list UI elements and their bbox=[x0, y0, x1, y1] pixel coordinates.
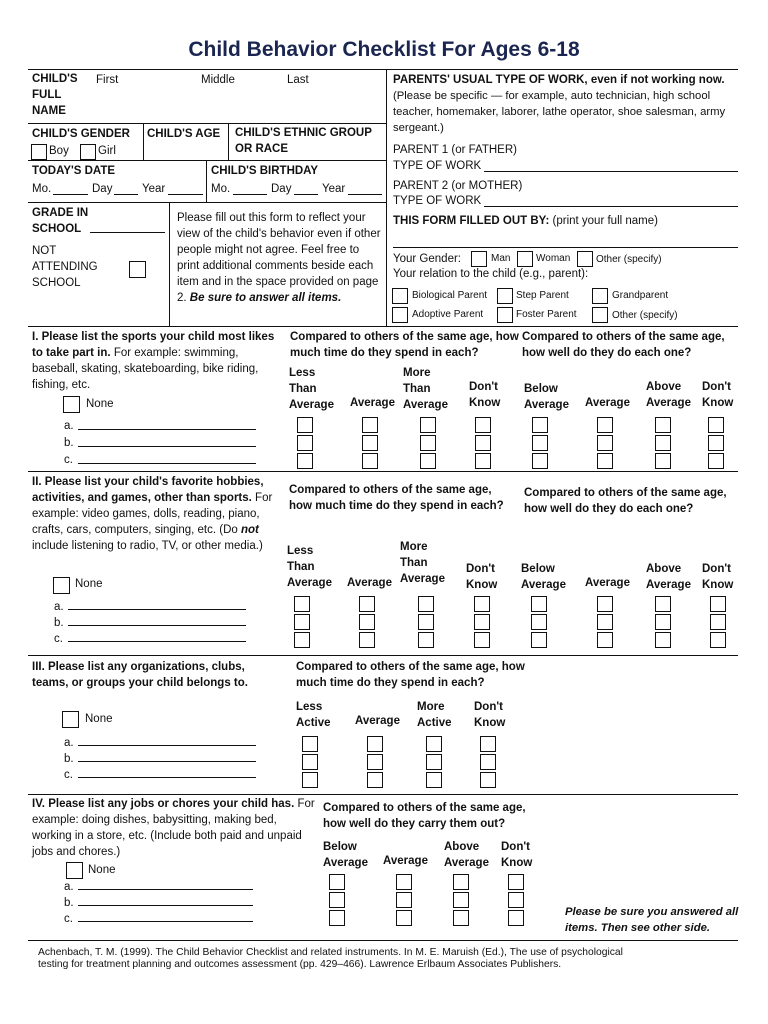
s4-none-label: None bbox=[88, 864, 116, 876]
s2-rating-r2-c8[interactable] bbox=[710, 614, 726, 630]
adoptive-parent-label: Adoptive Parent bbox=[412, 309, 484, 320]
step-parent-label: Step Parent bbox=[516, 290, 569, 301]
s4-rating-r2-c3[interactable] bbox=[453, 892, 469, 908]
gender-label: CHILD'S GENDER bbox=[32, 128, 130, 140]
s1-rating-r2-c2[interactable] bbox=[362, 435, 378, 451]
s2-rating-r3-c3[interactable] bbox=[418, 632, 434, 648]
today-day-label: Day bbox=[92, 183, 113, 195]
s1-col-dk2: Don't Know bbox=[702, 381, 734, 409]
s1-rating-r2-c6[interactable] bbox=[597, 435, 613, 451]
s3-rating-r2-c4[interactable] bbox=[480, 754, 496, 770]
s1-rating-r1-c6[interactable] bbox=[597, 417, 613, 433]
s2-rating-r1-c2[interactable] bbox=[359, 596, 375, 612]
today-date-label: TODAY'S DATE bbox=[32, 165, 116, 177]
middle-name-label: Middle bbox=[201, 74, 235, 86]
parent2-work-label: TYPE OF WORK bbox=[393, 195, 482, 207]
s2-rating-r3-c8[interactable] bbox=[710, 632, 726, 648]
s4-rating-r3-c1[interactable] bbox=[329, 910, 345, 926]
relation-label: Your relation to the child (e.g., parent): bbox=[393, 268, 589, 280]
s1-col-avg: Average bbox=[350, 397, 395, 409]
s1-rating-r1-c4[interactable] bbox=[475, 417, 491, 433]
today-year-label: Year bbox=[142, 183, 166, 195]
s2-rating-r2-c6[interactable] bbox=[597, 614, 613, 630]
grade-label-1: GRADE IN bbox=[32, 207, 89, 219]
s4-rating-r1-c1[interactable] bbox=[329, 874, 345, 890]
s2-col-above: Above Average bbox=[646, 563, 691, 591]
parent1-work-label: TYPE OF WORK bbox=[393, 160, 482, 172]
s3-col-less: Less Active bbox=[296, 701, 331, 729]
s2-q1: Compared to others of the same age, how much time do they spend in each? bbox=[289, 484, 504, 513]
s1-rating-r1-c1[interactable] bbox=[297, 417, 313, 433]
ethnic-label-1: CHILD'S ETHNIC GROUP bbox=[235, 127, 372, 139]
man-label: Man bbox=[491, 253, 511, 264]
parent1-label: PARENT 1 (or FATHER) bbox=[393, 144, 517, 156]
s3-q1: Compared to others of the same age, how much time do they spend in each? bbox=[296, 661, 525, 690]
filled-by-field[interactable] bbox=[393, 247, 738, 248]
s4-b: b. bbox=[64, 897, 74, 909]
bio-parent-label: Biological Parent bbox=[412, 290, 488, 301]
s4-col-avg: Average bbox=[383, 855, 428, 867]
s1-rating-r3-c1[interactable] bbox=[297, 453, 313, 469]
s3-rating-r3-c4[interactable] bbox=[480, 772, 496, 788]
ethnic-label-2: OR RACE bbox=[235, 143, 289, 155]
s2-col-avg2: Average bbox=[585, 577, 630, 589]
bio-parent-checkbox[interactable] bbox=[392, 288, 408, 304]
s3-rating-r2-c2[interactable] bbox=[367, 754, 383, 770]
age-label: CHILD'S AGE bbox=[147, 128, 221, 140]
s3-c: c. bbox=[64, 769, 73, 781]
last-name-label: Last bbox=[287, 74, 309, 86]
s2-a-field[interactable] bbox=[68, 609, 246, 610]
other-gender-label: Other (specify) bbox=[596, 254, 662, 265]
s4-rating-r2-c2[interactable] bbox=[396, 892, 412, 908]
name-label-3: NAME bbox=[32, 105, 66, 117]
step-parent-checkbox[interactable] bbox=[497, 288, 513, 304]
rule-s4 bbox=[28, 794, 738, 795]
s2-rating-r3-c1[interactable] bbox=[294, 632, 310, 648]
not-attending-2: ATTENDING bbox=[32, 261, 98, 273]
s3-rating-r1-c4[interactable] bbox=[480, 736, 496, 752]
rule-date bbox=[28, 202, 386, 203]
parents-work-desc: (Please be specific — for example, auto technician, high school teacher, homemaker, laborer, lathe operator, shoe salesman, army sergeant.) bbox=[393, 90, 726, 134]
s4-col-dk: Don't Know bbox=[501, 841, 533, 869]
s3-a: a. bbox=[64, 737, 74, 749]
s1-b: b. bbox=[64, 437, 74, 449]
s1-text: I. Please list the sports your child most likes to take part in. For example: swimming, baseball, skating, skateboarding, bike riding, fishing, etc. bbox=[32, 331, 275, 392]
s3-rating-r1-c3[interactable] bbox=[426, 736, 442, 752]
s1-col-below: Below Average bbox=[524, 383, 569, 411]
not-attending-3: SCHOOL bbox=[32, 277, 81, 289]
s2-rating-r2-c1[interactable] bbox=[294, 614, 310, 630]
s1-rating-r3-c5[interactable] bbox=[532, 453, 548, 469]
s1-col-more: More Than Average bbox=[403, 367, 448, 411]
top-rule bbox=[28, 69, 738, 70]
s2-col-below: Below Average bbox=[521, 563, 566, 591]
s2-b: b. bbox=[54, 617, 64, 629]
foster-parent-label: Foster Parent bbox=[516, 309, 577, 320]
grandparent-checkbox[interactable] bbox=[592, 288, 608, 304]
s4-text: IV. Please list any jobs or chores your child has. For example: doing dishes, babysitting, making bed, working in a store, etc. (Include both paid and unpaid jobs and chores.) bbox=[32, 798, 315, 859]
citation-line-1: Achenbach, T. M. (1999). The Child Behavior Checklist and related instruments. In M. E. Maruish (Ed.), The use of psychological bbox=[38, 947, 623, 958]
s4-rating-r3-c2[interactable] bbox=[396, 910, 412, 926]
parents-work-heading: PARENTS' USUAL TYPE OF WORK, even if not working now. bbox=[393, 74, 725, 86]
girl-checkbox[interactable] bbox=[80, 144, 96, 160]
s4-c: c. bbox=[64, 913, 73, 925]
s3-none-checkbox[interactable] bbox=[62, 711, 79, 728]
rule-s3 bbox=[28, 655, 738, 656]
s2-rating-r2-c7[interactable] bbox=[655, 614, 671, 630]
birthday-year-field[interactable] bbox=[348, 194, 382, 195]
today-day-field[interactable] bbox=[114, 194, 138, 195]
s1-rating-r2-c3[interactable] bbox=[420, 435, 436, 451]
s1-rating-r2-c4[interactable] bbox=[475, 435, 491, 451]
s2-rating-r1-c4[interactable] bbox=[474, 596, 490, 612]
grade-label-2: SCHOOL bbox=[32, 223, 82, 235]
s2-col-dk: Don't Know bbox=[466, 563, 498, 591]
birthday-mo-label: Mo. bbox=[211, 183, 231, 195]
s2-none-checkbox[interactable] bbox=[53, 577, 70, 594]
div-age bbox=[143, 123, 144, 160]
s1-rating-r3-c3[interactable] bbox=[420, 453, 436, 469]
s4-c-field[interactable] bbox=[78, 921, 253, 922]
filled-by-row: THIS FORM FILLED OUT BY: (print your full name) bbox=[393, 215, 658, 227]
birthday-label: CHILD'S BIRTHDAY bbox=[211, 165, 319, 177]
s2-c: c. bbox=[54, 633, 63, 645]
s2-rating-r3-c7[interactable] bbox=[655, 632, 671, 648]
s1-b-field[interactable] bbox=[78, 446, 256, 447]
s3-b: b. bbox=[64, 753, 74, 765]
rule-bottom bbox=[28, 940, 738, 941]
boy-checkbox[interactable] bbox=[31, 144, 47, 160]
s1-rating-r1-c7[interactable] bbox=[655, 417, 671, 433]
s2-rating-r2-c2[interactable] bbox=[359, 614, 375, 630]
s1-c-field[interactable] bbox=[78, 463, 256, 464]
birthday-mo-field[interactable] bbox=[233, 194, 267, 195]
s1-rating-r1-c2[interactable] bbox=[362, 417, 378, 433]
s2-rating-r2-c3[interactable] bbox=[418, 614, 434, 630]
s3-rating-r1-c1[interactable] bbox=[302, 736, 318, 752]
s1-none-label: None bbox=[86, 398, 114, 410]
s2-rating-r1-c6[interactable] bbox=[597, 596, 613, 612]
not-attending-checkbox[interactable] bbox=[129, 261, 146, 278]
s1-col-above: Above Average bbox=[646, 381, 691, 409]
woman-label: Woman bbox=[536, 253, 571, 264]
s1-col-dk: Don't Know bbox=[469, 381, 501, 409]
s2-q2: Compared to others of the same age, how well do they do each one? bbox=[524, 487, 727, 516]
parent2-work-field[interactable] bbox=[484, 206, 738, 207]
div-grade bbox=[169, 202, 170, 326]
s3-rating-r1-c2[interactable] bbox=[367, 736, 383, 752]
s3-col-avg: Average bbox=[355, 715, 400, 727]
s2-rating-r2-c4[interactable] bbox=[474, 614, 490, 630]
foster-parent-checkbox[interactable] bbox=[497, 307, 513, 323]
other-relation-checkbox[interactable] bbox=[592, 307, 608, 323]
today-mo-field[interactable] bbox=[53, 194, 88, 195]
s2-rating-r3-c2[interactable] bbox=[359, 632, 375, 648]
s1-rating-r1-c3[interactable] bbox=[420, 417, 436, 433]
rule-gender bbox=[28, 160, 386, 161]
other-gender-checkbox[interactable] bbox=[577, 251, 593, 267]
s2-col-more: More Than Average bbox=[400, 541, 445, 585]
s2-a: a. bbox=[54, 601, 64, 613]
s4-col-below: Below Average bbox=[323, 841, 368, 869]
s4-rating-r1-c4[interactable] bbox=[508, 874, 524, 890]
s3-a-field[interactable] bbox=[78, 745, 256, 746]
s1-col-avg2: Average bbox=[585, 397, 630, 409]
rule-s2 bbox=[28, 471, 738, 472]
s2-rating-r1-c8[interactable] bbox=[710, 596, 726, 612]
div-ethnic bbox=[228, 123, 229, 160]
parent1-work-field[interactable] bbox=[484, 171, 738, 172]
s1-rating-r3-c2[interactable] bbox=[362, 453, 378, 469]
s1-a-field[interactable] bbox=[78, 429, 256, 430]
today-mo-label: Mo. bbox=[32, 183, 52, 195]
s4-rating-r1-c3[interactable] bbox=[453, 874, 469, 890]
form-title: Child Behavior Checklist For Ages 6-18 bbox=[188, 38, 580, 61]
s3-head: III. Please list any organizations, clubs, teams, or groups your child belongs to. bbox=[32, 661, 248, 690]
s1-rating-r2-c7[interactable] bbox=[655, 435, 671, 451]
s2-rating-r2-c5[interactable] bbox=[531, 614, 547, 630]
s1-a: a. bbox=[64, 420, 74, 432]
name-label-2: FULL bbox=[32, 89, 62, 101]
s2-col-avg: Average bbox=[347, 577, 392, 589]
s2-none-label: None bbox=[75, 578, 103, 590]
s4-rating-r3-c4[interactable] bbox=[508, 910, 524, 926]
s1-col-less: Less Than Average bbox=[289, 367, 334, 411]
s1-rating-r3-c7[interactable] bbox=[655, 453, 671, 469]
man-checkbox[interactable] bbox=[471, 251, 487, 267]
s1-rating-r1-c8[interactable] bbox=[708, 417, 724, 433]
s1-rating-r2-c5[interactable] bbox=[532, 435, 548, 451]
s2-col-less: Less Than Average bbox=[287, 545, 332, 589]
s4-rating-r1-c2[interactable] bbox=[396, 874, 412, 890]
s4-b-field[interactable] bbox=[78, 905, 253, 906]
s3-rating-r2-c3[interactable] bbox=[426, 754, 442, 770]
s3-rating-r3-c2[interactable] bbox=[367, 772, 383, 788]
s1-none-checkbox[interactable] bbox=[63, 396, 80, 413]
name-label-1: CHILD'S bbox=[32, 73, 78, 85]
today-year-field[interactable] bbox=[168, 194, 203, 195]
s1-rating-r3-c4[interactable] bbox=[475, 453, 491, 469]
boy-label: Boy bbox=[49, 145, 69, 157]
grade-field[interactable] bbox=[90, 232, 165, 233]
s3-col-more: More Active bbox=[417, 701, 452, 729]
s3-rating-r2-c1[interactable] bbox=[302, 754, 318, 770]
s4-q1: Compared to others of the same age, how well do they carry them out? bbox=[323, 802, 526, 831]
woman-checkbox[interactable] bbox=[517, 251, 533, 267]
s2-c-field[interactable] bbox=[68, 641, 246, 642]
s1-rating-r2-c8[interactable] bbox=[708, 435, 724, 451]
rule-name bbox=[28, 123, 386, 124]
s2-rating-r1-c1[interactable] bbox=[294, 596, 310, 612]
s1-rating-r1-c5[interactable] bbox=[532, 417, 548, 433]
s2-rating-r1-c3[interactable] bbox=[418, 596, 434, 612]
s3-rating-r3-c3[interactable] bbox=[426, 772, 442, 788]
first-name-label: First bbox=[96, 74, 119, 86]
s3-none-label: None bbox=[85, 713, 113, 725]
girl-label: Girl bbox=[98, 145, 116, 157]
other-relation-label: Other (specify) bbox=[612, 310, 678, 321]
s3-c-field[interactable] bbox=[78, 777, 256, 778]
center-divider bbox=[386, 69, 387, 326]
s1-c: c. bbox=[64, 454, 73, 466]
reminder-text: Please be sure you answered all items. Then see other side. bbox=[565, 906, 739, 934]
s2-col-dk2: Don't Know bbox=[702, 563, 734, 591]
s4-none-checkbox[interactable] bbox=[66, 862, 83, 879]
s4-a: a. bbox=[64, 881, 74, 893]
s4-rating-r2-c4[interactable] bbox=[508, 892, 524, 908]
div-birthday bbox=[206, 160, 207, 202]
s2-rating-r3-c6[interactable] bbox=[597, 632, 613, 648]
s2-rating-r3-c4[interactable] bbox=[474, 632, 490, 648]
s1-rating-r3-c6[interactable] bbox=[597, 453, 613, 469]
s1-rating-r3-c8[interactable] bbox=[708, 453, 724, 469]
s2-rating-r3-c5[interactable] bbox=[531, 632, 547, 648]
rule-s1 bbox=[28, 326, 738, 327]
birthday-day-label: Day bbox=[271, 183, 292, 195]
s1-q1: Compared to others of the same age, how much time do they spend in each? bbox=[290, 331, 519, 360]
adoptive-parent-checkbox[interactable] bbox=[392, 307, 408, 323]
instructions-emphasis: Be sure to answer all items. bbox=[189, 292, 342, 305]
s2-rating-r1-c7[interactable] bbox=[655, 596, 671, 612]
s3-b-field[interactable] bbox=[78, 761, 256, 762]
birthday-day-field[interactable] bbox=[294, 194, 318, 195]
s1-q2: Compared to others of the same age, how well do they do each one? bbox=[522, 331, 725, 360]
birthday-year-label: Year bbox=[322, 183, 346, 195]
s4-col-above: Above Average bbox=[444, 841, 489, 869]
s2-b-field[interactable] bbox=[68, 625, 246, 626]
s4-rating-r2-c1[interactable] bbox=[329, 892, 345, 908]
s1-rating-r2-c1[interactable] bbox=[297, 435, 313, 451]
s2-text: II. Please list your child's favorite hobbies, activities, and games, other than sports. For example: video games, dolls, reading, piano, crafts, cars, computers, singing, etc. (Do not include listening to radio, TV, or other media.) bbox=[32, 476, 273, 553]
not-attending-1: NOT bbox=[32, 245, 57, 257]
your-gender-label: Your Gender: bbox=[393, 253, 461, 265]
citation-line-2: testing for treatment planning and outcomes assessment (pp. 429–466). Lawrence Erlbaum Associates Publishers. bbox=[38, 959, 562, 970]
s3-col-dk: Don't Know bbox=[474, 701, 506, 729]
s4-rating-r3-c3[interactable] bbox=[453, 910, 469, 926]
s3-rating-r3-c1[interactable] bbox=[302, 772, 318, 788]
s2-rating-r1-c5[interactable] bbox=[531, 596, 547, 612]
s4-a-field[interactable] bbox=[78, 889, 253, 890]
instructions-text: Please fill out this form to reflect your view of the child's behavior even if other people might not agree. Feel free to print additional comments beside each item and in the space provided on page 2. Be sure to answer all items. bbox=[177, 212, 381, 305]
grandparent-label: Grandparent bbox=[612, 290, 669, 301]
parent2-label: PARENT 2 (or MOTHER) bbox=[393, 180, 523, 192]
